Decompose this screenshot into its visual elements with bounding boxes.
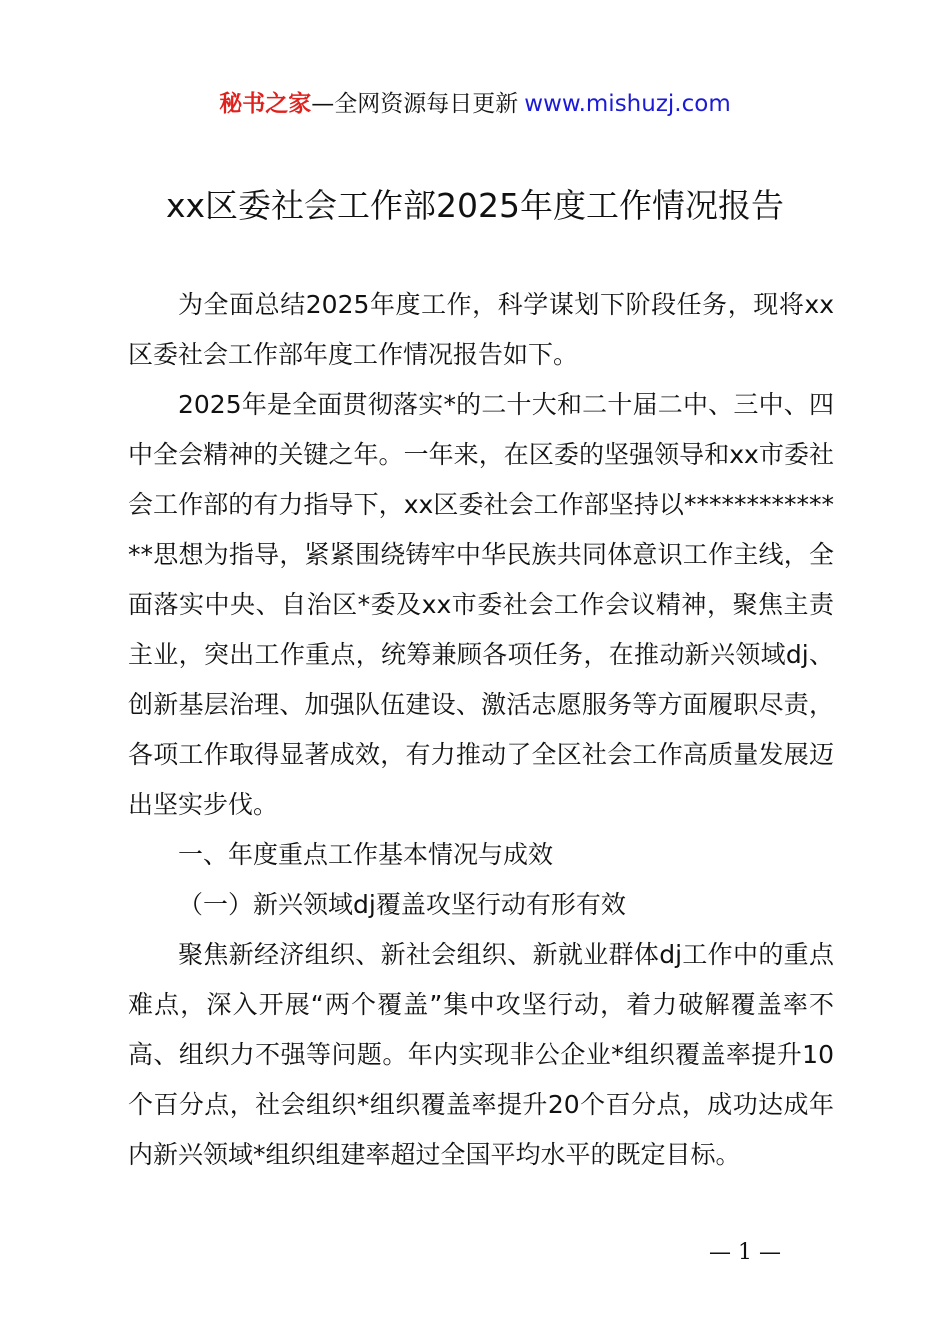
site-header [0, 86, 950, 122]
document-body [128, 280, 834, 1180]
page-number: — 1 — [709, 1240, 781, 1265]
brand-name: 秘书之家 [219, 91, 312, 117]
subsection-paragraph: 聚焦新经济组织、新社会组织、新就业群体dj工作中的重点难点，深入开展“两个覆盖”集中攻坚行动，着力破解覆盖率不高、组织力不强等问题。年内实现非公企业*组织覆盖率提升10个百分点，社会组织*组织覆盖率提升20个百分点，成功达成年内新兴领域*组织组建率超过全国平均水平的既定目标。 [128, 940, 834, 1169]
intro-paragraph: 为全面总结2025年度工作，科学谋划下阶段任务，现将xx区委社会工作部年度工作情况报告如下。 [128, 290, 834, 369]
subsection-heading: （一）新兴领域dj覆盖攻坚行动有形有效 [178, 890, 626, 919]
document-title: xx区委社会工作部2025年度工作情况报告 [165, 186, 785, 225]
overview-paragraph: 2025年是全面贯彻落实*的二十大和二十届二中、三中、四中全会精神的关键之年。一年来，在区委的坚强领导和xx市委社会工作部的有力指导下，xx区委社会工作部坚持以**************思想为指导，紧紧围绕铸牢中华民族共同体意识工作主线，全面落实中央、自治区*委及xx市委社会工作会议精神，聚焦主责主业，突出工作重点，统筹兼顾各项任务，在推动新兴领域dj、创新基层治理、加强队伍建设、激活志愿服务等方面履职尽责，各项工作取得显著成效，有力推动了全区社会工作高质量发展迈出坚实步伐。 [128, 390, 834, 819]
header-tagline: —全网资源每日更新 [311, 91, 519, 117]
section-heading: 一、年度重点工作基本情况与成效 [178, 840, 554, 869]
site-url-link[interactable]: www.mishuzj.com [524, 91, 731, 117]
